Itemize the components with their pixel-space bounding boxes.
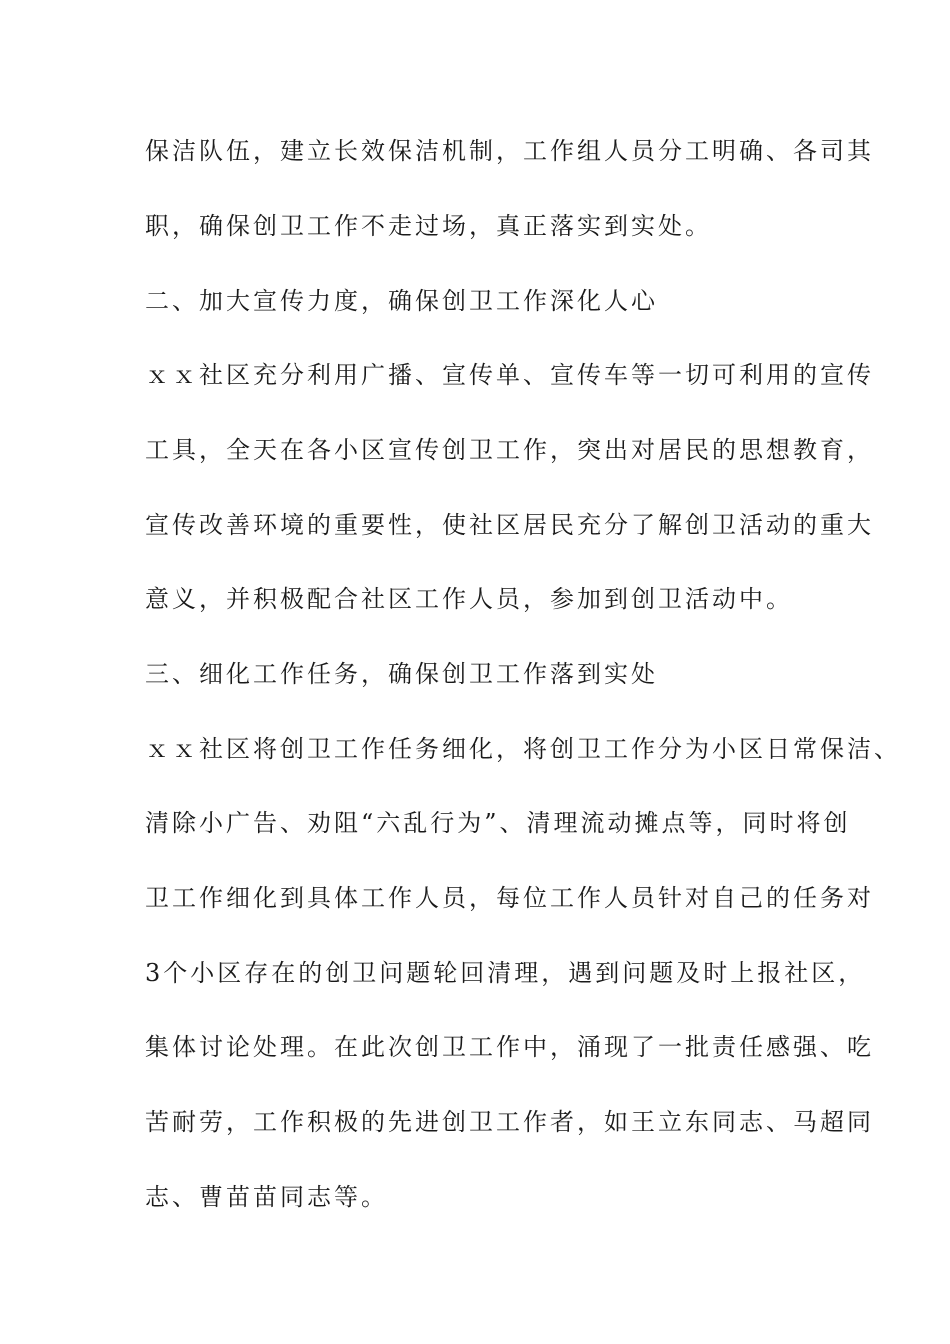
paragraph-line: 3个小区存在的创卫问题轮回清理，遇到问题及时上报社区，	[145, 959, 866, 987]
paragraph-line: 志、曹苗苗同志等。	[145, 1183, 388, 1211]
paragraph-line: 苦耐劳，工作积极的先进创卫工作者，如王立东同志、马超同	[145, 1108, 874, 1136]
paragraph-line: 宣传改善环境的重要性，使社区居民充分了解创卫活动的重大	[145, 511, 874, 539]
paragraph-line: 职，确保创卫工作不走过场，真正落实到实处。	[145, 212, 712, 240]
paragraph-line: 意义，并积极配合社区工作人员，参加到创卫活动中。	[145, 585, 793, 613]
paragraph-line: 清除小广告、劝阻“六乱行为”、清理流动摊点等，同时将创	[145, 809, 851, 837]
paragraph-line: 保洁队伍，建立长效保洁机制，工作组人员分工明确、各司其	[145, 137, 874, 165]
paragraph-line: 工具，全天在各小区宣传创卫工作，突出对居民的思想教育，	[145, 436, 874, 464]
paragraph-line: 集体讨论处理。在此次创卫工作中，涌现了一批责任感强、吃	[145, 1033, 874, 1061]
section-heading: 三、细化工作任务，确保创卫工作落到实处	[145, 660, 658, 688]
section-heading: 二、加大宣传力度，确保创卫工作深化人心	[145, 287, 658, 315]
paragraph-line: 卫工作细化到具体工作人员，每位工作人员针对自己的任务对	[145, 884, 874, 912]
paragraph-line: ｘｘ社区充分利用广播、宣传单、宣传车等一切可利用的宣传	[145, 361, 874, 389]
paragraph-line: ｘｘ社区将创卫工作任务细化，将创卫工作分为小区日常保洁、	[145, 735, 901, 763]
